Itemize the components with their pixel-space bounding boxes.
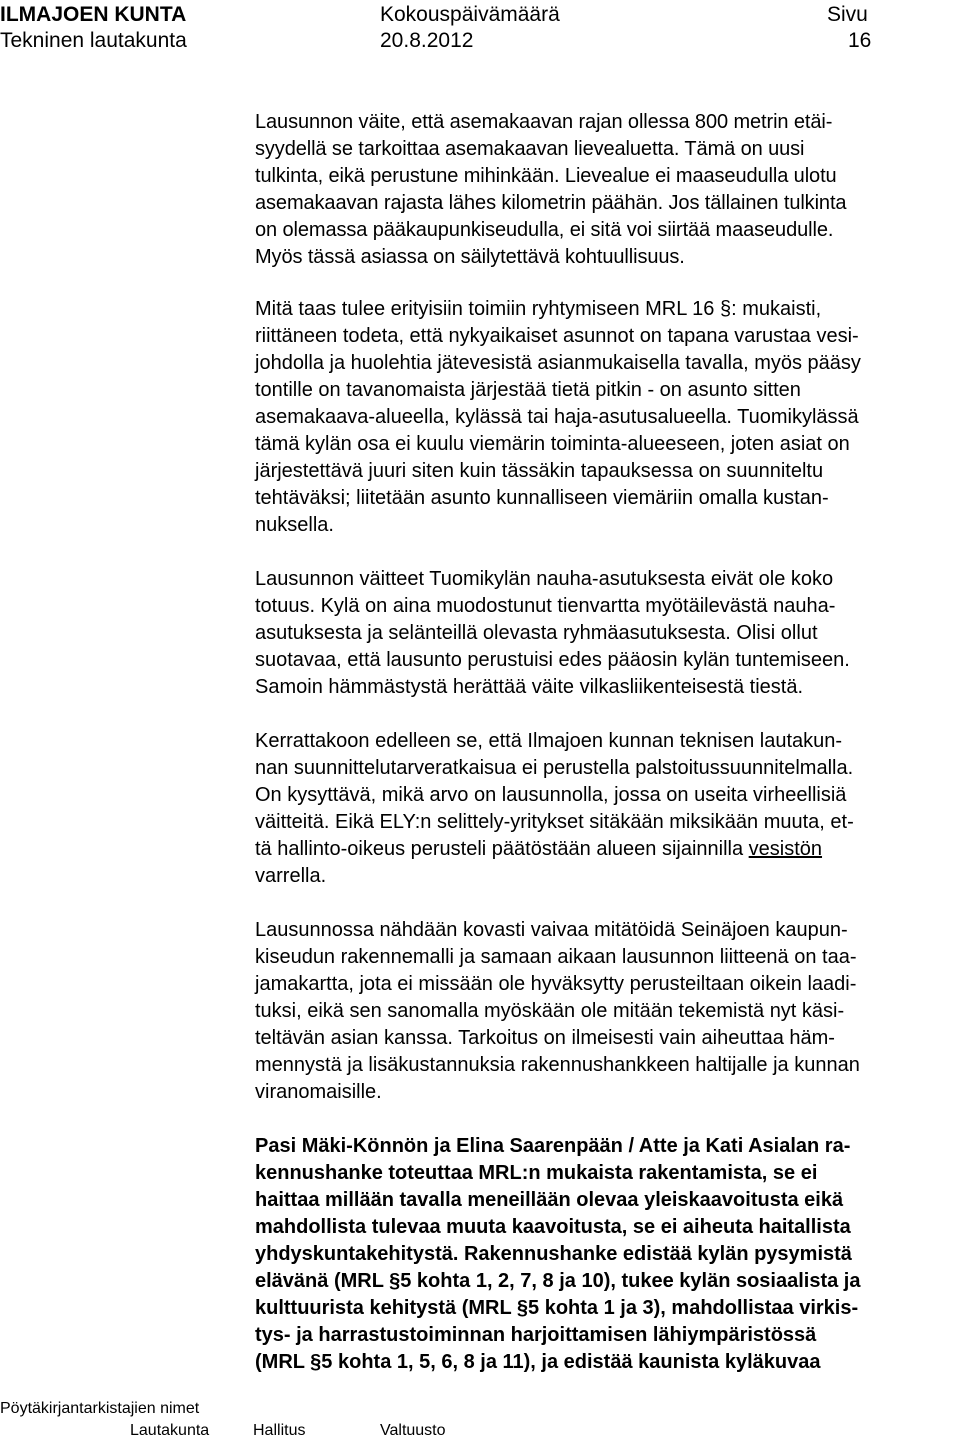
text-line: haittaa millään tavalla meneillään olevaa yleiskaavoitusta eikä	[255, 1189, 844, 1211]
text-line: Mitä taas tulee erityisiin toimiin ryhtymiseen MRL 16 §: mukaisti,	[255, 298, 822, 320]
text-line: johdolla ja huolehtia jätevesistä asianmukaisella tavalla, myös pääsy	[255, 352, 861, 374]
text-line: Kerrattakoon edelleen se, että Ilmajoen kunnan teknisen lautakun-	[255, 730, 843, 752]
text-line: Myös tässä asiassa on säilytettävä kohtuullisuus.	[255, 246, 685, 268]
text-line: mahdollista tulevaa muuta kaavoitusta, se ei aiheuta haitallista	[255, 1216, 851, 1238]
paragraph-4	[255, 728, 955, 890]
organization-name: ILMAJOEN KUNTA	[0, 3, 187, 26]
text-line: syydellä se tarkoittaa asemakaavan lievealuetta. Tämä on uusi	[255, 138, 805, 160]
text-line: tulkinta, eikä perustune mihinkään. Lievealue ei maaseudulla ulotu	[255, 165, 837, 187]
text-line: kulttuurista kehitystä (MRL §5 kohta 1 ja 3), mahdollistaa virkis-	[255, 1297, 859, 1319]
text-line: asemakaavan rajasta lähes kilometrin päähän. Jos tällainen tulkinta	[255, 192, 847, 214]
underlined-word: vesistön	[748, 838, 823, 860]
text-line: mennystä ja lisäkustannuksia rakennushankkeen haltijalle ja kunnan	[255, 1054, 860, 1076]
document-body	[255, 109, 955, 1376]
text-line: riittäneen todeta, että nykyaikaiset asunnot on tapana varustaa vesi-	[255, 325, 859, 347]
text-line: viranomaisille.	[255, 1081, 382, 1103]
text-fragment: tä hallinto-oikeus perusteli päätöstään alueen sijainnilla	[255, 838, 749, 860]
text-line: jamakartta, jota ei missään ole hyväksytty perusteiltaan oikein laadi-	[255, 973, 857, 995]
bold-conclusion-paragraph	[255, 1133, 955, 1376]
text-line: väitteitä. Eikä ELY:n selittely-yritykset sitäkään miksikään muuta, et-	[255, 811, 854, 833]
text-line: totuus. Kylä on aina muodostunut tienvartta myötäilevästä nauha-	[255, 595, 836, 617]
paragraph-5	[255, 917, 955, 1106]
page-label: Sivu	[827, 3, 868, 26]
footer-title: Pöytäkirjantarkistajien nimet	[0, 1400, 200, 1417]
text-line: kennushanke toteuttaa MRL:n mukaista rakentamista, se ei	[255, 1162, 818, 1184]
paragraph-2	[255, 296, 955, 539]
page-number: 16	[848, 29, 872, 52]
footer-body-lautakunta: Lautakunta	[130, 1422, 210, 1439]
text-line: tontille on tavanomaista järjestää tietä pitkin - on asunto sitten	[255, 379, 801, 401]
text-line: Lausunnossa nähdään kovasti vaivaa mitätöidä Seinäjoen kaupun-	[255, 919, 848, 941]
footer-body-hallitus: Hallitus	[253, 1422, 306, 1439]
text-line: tämä kylän osa ei kuulu viemärin toiminta-alueeseen, joten asiat on	[255, 433, 850, 455]
text-line: asutuksesta ja selänteillä olevasta ryhmäasutuksesta. Olisi ollut	[255, 622, 818, 644]
text-line: On kysyttävä, mikä arvo on lausunnolla, jossa on useita virheellisiä	[255, 784, 847, 806]
meeting-date: 20.8.2012	[380, 29, 474, 52]
text-line: varrella.	[255, 865, 327, 887]
text-line: Samoin hämmästystä herättää väite vilkasliikenteisestä tiestä.	[255, 676, 804, 698]
text-line: Pasi Mäki-Könnön ja Elina Saarenpään / Atte ja Kati Asialan ra-	[255, 1135, 851, 1157]
paragraph-3	[255, 566, 955, 701]
text-line: tehtäväksi; liitetään asunto kunnalliseen viemäriin omalla kustan-	[255, 487, 829, 509]
text-line: teltävän asian kanssa. Tarkoitus on ilmeisesti vain aiheuttaa häm-	[255, 1027, 835, 1049]
text-line: nuksella.	[255, 514, 334, 536]
document-header	[0, 0, 960, 60]
paragraph-1	[255, 109, 925, 271]
text-line: Lausunnon väitteet Tuomikylän nauha-asutuksesta eivät ole koko	[255, 568, 834, 590]
text-line: kiseudun rakennemalli ja samaan aikaan lausunnon liitteenä on taa-	[255, 946, 857, 968]
text-line: yhdyskuntakehitystä. Rakennushanke edistää kylän pysymistä	[255, 1243, 852, 1265]
text-line: tys- ja harrastustoiminnan harjoittamisen lähiympäristössä	[255, 1324, 817, 1346]
text-line: (MRL §5 kohta 1, 5, 6, 8 ja 11), ja edistää kaunista kyläkuvaa	[255, 1351, 821, 1373]
text-line-with-underline	[255, 836, 955, 863]
text-line: suotavaa, että lausunto perustuisi edes pääosin kylän tuntemiseen.	[255, 649, 850, 671]
text-line: tuksi, eikä sen sanomalla myöskään ole mitään tekemistä nyt käsi-	[255, 1000, 845, 1022]
department-name: Tekninen lautakunta	[0, 29, 187, 52]
text-line: on olemassa pääkaupunkiseudulla, ei sitä voi siirtää maaseudulle.	[255, 219, 834, 241]
meeting-date-label: Kokouspäivämäärä	[380, 3, 560, 26]
text-line: asemakaava-alueella, kylässä tai haja-asutusalueella. Tuomikylässä	[255, 406, 859, 428]
footer-body-valtuusto: Valtuusto	[380, 1422, 446, 1439]
text-line: elävänä (MRL §5 kohta 1, 2, 7, 8 ja 10), tukee kylän sosiaalista ja	[255, 1270, 861, 1292]
text-line: järjestettävä juuri siten kuin tässäkin tapauksessa on suunniteltu	[255, 460, 824, 482]
document-footer	[0, 1398, 960, 1442]
text-line: nan suunnittelutarveratkaisua ei perustella palstoitussuunnitelmalla.	[255, 757, 854, 779]
text-line: Lausunnon väite, että asemakaavan rajan ollessa 800 metrin etäi-	[255, 111, 833, 133]
